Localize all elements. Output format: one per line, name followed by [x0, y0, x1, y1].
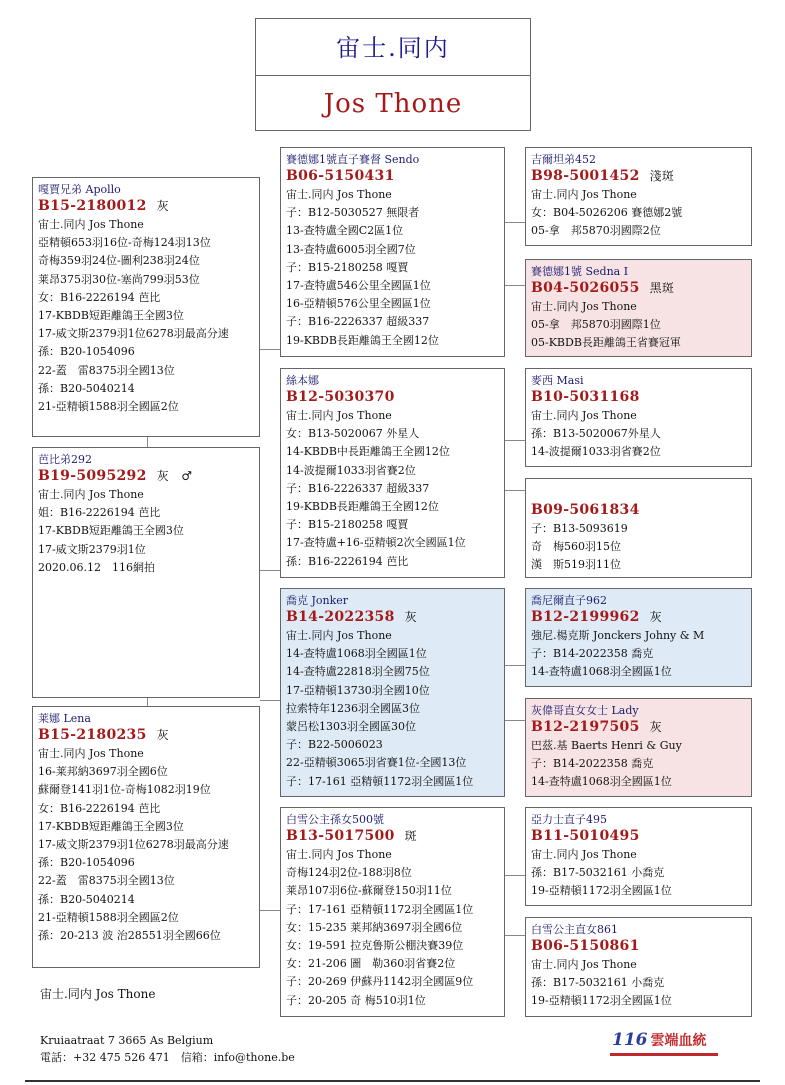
pigeon-color: 灰: [649, 720, 662, 734]
record-line: 16-莱邦納3697羽全國6位: [38, 765, 168, 779]
record-line: 21-亞精頓1588羽全國區2位: [38, 400, 179, 414]
record-line: 14-波提爾1033羽省賽2位: [531, 445, 661, 459]
connector: [260, 349, 280, 350]
ring-number: B12-2199962 灰: [531, 609, 662, 625]
record-line: 21-亞精頓1588羽全國區2位: [38, 910, 179, 924]
footer-phone-email: 電話：+32 475 526 471 信箱：info@thone.be: [40, 1051, 295, 1064]
pigeon-card-sd: [525, 259, 752, 357]
connector: [505, 222, 525, 223]
ring-number: B06-5150431: [286, 168, 395, 184]
pigeon-card-dam: [280, 368, 505, 578]
connector: [505, 285, 525, 286]
record-line: 莱昂375羽30位-塞尚799羽53位: [38, 272, 200, 286]
record-line: 17-查特盧+16-亞精頓2次全國區1位: [286, 536, 466, 550]
pigeon-name: 麥西 Masi: [531, 374, 584, 387]
pigeon-name: 賽德娜1號 Sedna I: [531, 265, 629, 278]
pigeon-name: 白雪公主直女861: [531, 923, 618, 936]
record-line: 拉索特年1236羽全國區3位: [286, 701, 420, 715]
record-line: 宙士.同内 Jos Thone: [531, 188, 637, 201]
pigeon-color: 斑: [404, 829, 417, 843]
pigeon-card-mate-sire: [280, 588, 505, 797]
record-line: 22-亞精頓3065羽省賽1位-全國13位: [286, 756, 467, 770]
pigeon-card-mss: [525, 588, 752, 687]
record-line: 14-查特盧1068羽全國區1位: [531, 775, 672, 789]
record-line: 子：B15-2180258 嘎賈: [286, 260, 409, 274]
record-line: 05-拿 邦5870羽國際2位: [531, 224, 661, 238]
record-line: 漢 斯519羽11位: [531, 558, 621, 572]
record-line: 孫：B13-5020067外星人: [531, 427, 661, 441]
pigeon-name: 喬克 Jonker: [286, 594, 349, 607]
ring-number: B13-5017500 斑: [286, 828, 417, 844]
pigeon-name: 嘎賈兄弟 Apollo: [38, 183, 121, 196]
brand-logo: [612, 1030, 707, 1050]
record-line: 16-亞精頓576公里全國區1位: [286, 297, 431, 311]
record-line: 女：B16-2226194 芭比: [38, 290, 161, 304]
connector: [260, 570, 280, 571]
record-line: 子：B15-2180258 嘎賈: [286, 518, 409, 532]
ring-number: B15-2180012 灰: [38, 198, 169, 214]
record-line: 17-KBDB短距離鴿王全國3位: [38, 819, 184, 833]
record-line: 蘇爾登141羽1位-奇梅1082羽19位: [38, 783, 211, 797]
record-line: 17-KBDB短距離鴿王全國3位: [38, 309, 184, 323]
footer-divider: [25, 1080, 760, 1082]
record-line: 孫：B20-5040214: [38, 381, 135, 395]
logo-number: 116: [612, 1030, 648, 1050]
record-line: 宙士.同内 Jos Thone: [286, 409, 392, 422]
connector: [505, 665, 525, 666]
record-line: 女：15-235 莱邦納3697羽全國6位: [286, 920, 463, 934]
record-line: 莱昂107羽6位-蘇爾登150羽11位: [286, 884, 452, 898]
record-line: 子：17-161 亞精頓1172羽全國區1位: [286, 774, 474, 788]
record-line: 女：B04-5026206 賽德娜2號: [531, 206, 683, 220]
pigeon-name: 吉爾坦弟452: [531, 153, 596, 166]
record-line: 孫：B20-1054096: [38, 856, 135, 870]
record-line: 子：B16-2226337 超級337: [286, 481, 430, 495]
record-line: 子：B13-5093619: [531, 522, 628, 535]
title-english: Jos Thone: [323, 89, 463, 119]
record-line: 14-查特盧22818羽全國75位: [286, 665, 430, 679]
record-line: 宙士.同内 Jos Thone: [286, 848, 392, 861]
pigeon-card-mdd: [525, 917, 752, 1017]
record-line: 孫：20-213 波 治28551羽全國66位: [38, 929, 221, 943]
record-line: 奇梅359羽24位-圖利238羽24位: [38, 254, 200, 268]
record-line: 19-KBDB長距離鴿王全國12位: [286, 500, 439, 514]
pigeon-color: 黑斑: [649, 281, 675, 295]
record-line: 孫：B20-1054096: [38, 345, 135, 359]
record-line: 蒙呂松1303羽全國區30位: [286, 720, 416, 734]
record-line: 奇 梅560羽15位: [531, 540, 621, 554]
record-line: 14-查特盧1068羽全國區1位: [531, 665, 672, 679]
record-line: 孫：B17-5032161 小喬克: [531, 976, 665, 990]
record-line: 宙士.同内 Jos Thone: [38, 218, 144, 231]
pigeon-card-sire: [280, 147, 505, 357]
record-line: 17-威文斯2379羽1位6278羽最高分速: [38, 838, 229, 852]
ring-number: B11-5010495: [531, 828, 640, 844]
pigeon-card-sibling-2: [32, 706, 260, 968]
record-line: 14-波提爾1033羽省賽2位: [286, 463, 416, 477]
title-chinese: 宙士.同内: [256, 19, 530, 76]
record-line: 19-亞精頓1172羽全國區1位: [531, 994, 672, 1008]
ring-number: B14-2022358 灰: [286, 609, 417, 625]
record-line: 14-查特盧1068羽全國區1位: [286, 647, 427, 661]
pigeon-name: 白雪公主孫女500號: [286, 813, 384, 826]
record-line: 22-蓋 雷8375羽全國13位: [38, 874, 175, 888]
record-line: 子：B14-2022358 喬克: [531, 757, 654, 771]
pigeon-name: 亞力士直子495: [531, 813, 607, 826]
pigeon-name: 灰偉哥直女女士 Lady: [531, 704, 639, 717]
record-line: 孫：B16-2226194 芭比: [286, 554, 409, 568]
pigeon-card-dd: [525, 478, 752, 578]
pigeon-card-mate-dam: [280, 807, 505, 1017]
record-line: 19-亞精頓1172羽全國區1位: [531, 884, 672, 898]
record-line: 子：20-205 奇 梅510羽1位: [286, 993, 426, 1007]
record-line: 奇梅124羽2位-188羽8位: [286, 866, 412, 880]
ring-number: B19-5095292 灰 ♂: [38, 468, 193, 484]
record-line: 孫：B17-5032161 小喬克: [531, 866, 665, 880]
pigeon-color: 灰 ♂: [156, 469, 193, 483]
record-line: 17-查特盧546公里全國區1位: [286, 279, 431, 293]
pigeon-color: 淺斑: [649, 169, 675, 183]
record-line: 13-查特盧6005羽全國7位: [286, 242, 416, 256]
pigeon-name: 絲本娜: [286, 374, 319, 387]
record-line: 17-KBDB短距離鴿王全國3位: [38, 524, 184, 538]
ring-number: B10-5031168: [531, 389, 640, 405]
record-line: 子：B14-2022358 喬克: [531, 647, 654, 661]
connector: [147, 698, 148, 706]
record-line: 宙士.同内 Jos Thone: [286, 629, 392, 642]
record-line: 宙士.同内 Jos Thone: [531, 409, 637, 422]
pigeon-color: 灰: [156, 199, 169, 213]
pigeon-card-subject: [32, 177, 260, 437]
pigeon-card-ss: [525, 147, 752, 246]
ring-number: B15-2180235 灰: [38, 727, 169, 743]
footer-address: Kruiaatraat 7 3665 As Belgium: [40, 1034, 214, 1047]
record-line: 05-拿 邦5870羽國際1位: [531, 318, 661, 332]
connector: [505, 440, 525, 441]
pigeon-color: 灰: [404, 610, 417, 624]
connector: [505, 720, 525, 721]
connector: [505, 875, 525, 876]
record-line: 子：B16-2226337 超級337: [286, 315, 430, 329]
pigeon-name: 莱娜 Lena: [38, 712, 91, 725]
connector: [260, 910, 280, 911]
ring-number: B12-2197505 灰: [531, 719, 662, 735]
record-line: 2020.06.12 116網拍: [38, 560, 155, 574]
connector: [260, 700, 280, 701]
record-line: 女：21-206 圖 勒360羽省賽2位: [286, 957, 456, 971]
connector: [147, 437, 148, 447]
record-line: 宙士.同内 Jos Thone: [531, 958, 637, 971]
owner-name: 宙士.同内 Jos Thone: [40, 987, 156, 1001]
record-line: 14-KBDB中長距離鴿王全國12位: [286, 445, 450, 459]
record-line: 宙士.同内 Jos Thone: [38, 747, 144, 760]
record-line: 強尼.楊克斯 Jonckers Johny & M: [531, 629, 705, 642]
footer-contact: [40, 1032, 295, 1066]
record-line: 女：B16-2226194 芭比: [38, 801, 161, 815]
record-line: 17-威文斯2379羽1位: [38, 542, 146, 556]
pigeon-name: 芭比弟292: [38, 453, 92, 466]
record-line: 亞精頓653羽16位-奇梅124羽13位: [38, 236, 211, 250]
logo-underline: [610, 1053, 718, 1056]
pigeon-name: 賽德娜1號直子賽督 Sendo: [286, 153, 420, 166]
record-line: 17-威文斯2379羽1位6278羽最高分速: [38, 327, 229, 341]
pigeon-card-ds: [525, 368, 752, 467]
pigeon-color: 灰: [649, 610, 662, 624]
record-line: 19-KBDB長距離鴿王全國12位: [286, 333, 439, 347]
pigeon-card-mds: [525, 807, 752, 906]
record-line: 宙士.同内 Jos Thone: [286, 188, 392, 201]
ring-number: B04-5026055 黑斑: [531, 280, 675, 296]
connector: [505, 935, 525, 936]
record-line: 子：B12-5030527 無限者: [286, 206, 420, 220]
record-line: 宙士.同内 Jos Thone: [531, 300, 637, 313]
record-line: 宙士.同内 Jos Thone: [38, 488, 144, 501]
record-line: 子：20-269 伊蘇丹1142羽全國區9位: [286, 975, 474, 989]
title-box: [255, 18, 531, 131]
pigeon-card-msd: [525, 698, 752, 797]
ring-number: B06-5150861: [531, 938, 640, 954]
record-line: 子：B22-5006023: [286, 738, 383, 752]
record-line: 姐：B16-2226194 芭比: [38, 506, 161, 520]
record-line: 巴茲.基 Baerts Henri & Guy: [531, 739, 682, 752]
pigeon-card-sibling-1: [32, 447, 260, 698]
logo-text: 雲端血統: [650, 1033, 707, 1049]
ring-number: B98-5001452 淺斑: [531, 168, 675, 184]
record-line: 22-蓋 雷8375羽全國13位: [38, 363, 175, 377]
pigeon-color: 灰: [156, 728, 169, 742]
ring-number: B12-5030370: [286, 389, 395, 405]
record-line: 13-查特盧全國C2區1位: [286, 224, 404, 238]
record-line: 女：B13-5020067 外星人: [286, 427, 420, 441]
record-line: 孫：B20-5040214: [38, 892, 135, 906]
ring-number: B09-5061834: [531, 502, 640, 518]
record-line: 子：17-161 亞精頓1172羽全國區1位: [286, 902, 474, 916]
record-line: 05-KBDB長距離鴿王省賽冠軍: [531, 336, 681, 350]
record-line: 17-亞精頓13730羽全國10位: [286, 683, 430, 697]
record-line: 宙士.同内 Jos Thone: [531, 848, 637, 861]
record-line: 女：19-591 拉克鲁斯公棚決賽39位: [286, 939, 464, 953]
connector: [505, 490, 525, 491]
pigeon-name: 喬尼爾直子962: [531, 594, 607, 607]
